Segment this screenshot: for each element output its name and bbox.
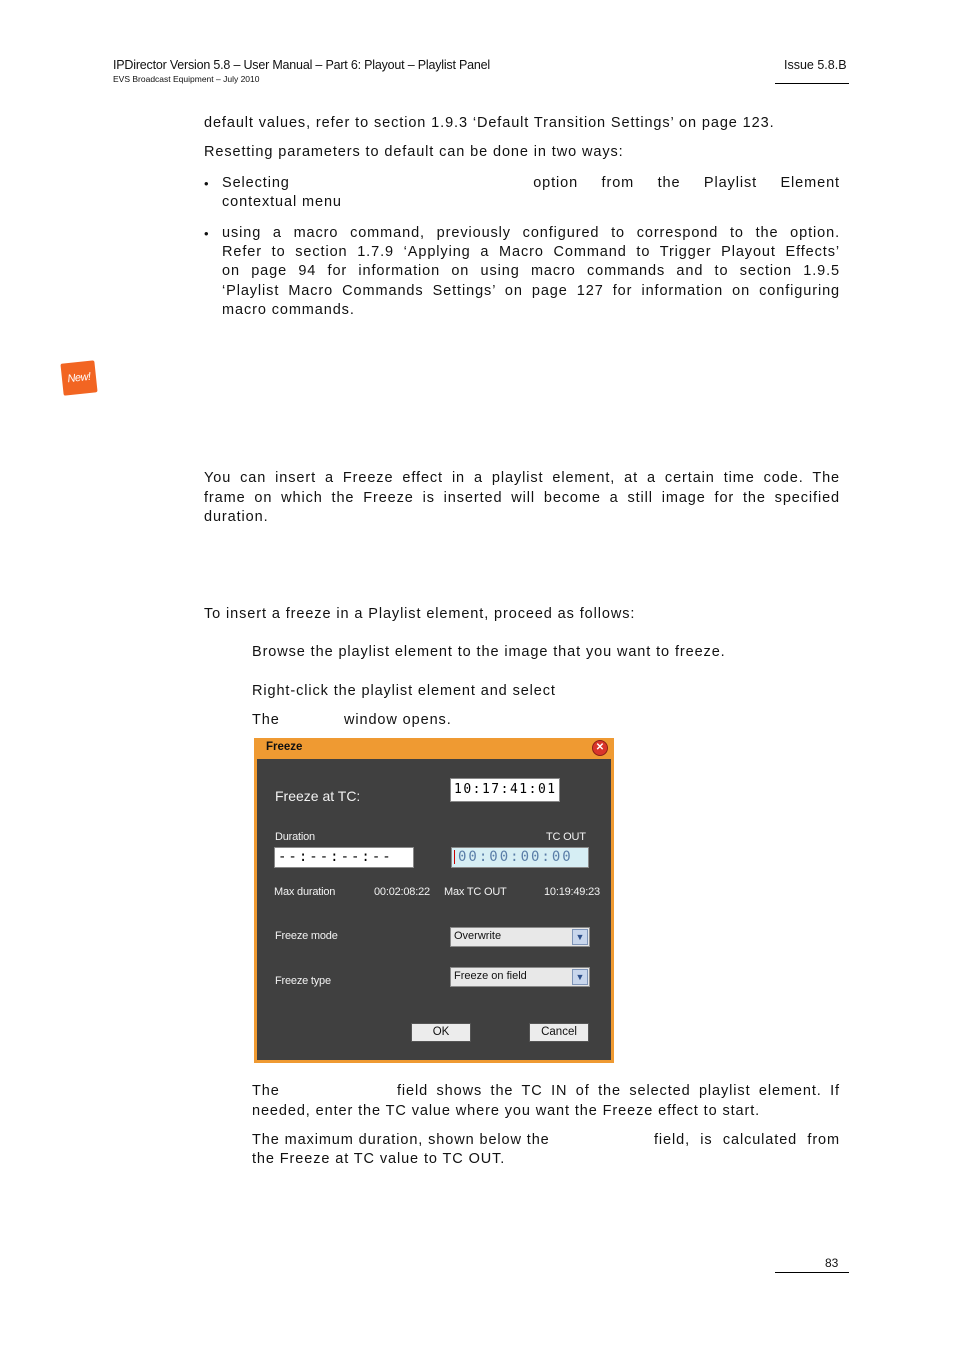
freeze-type-label: Freeze type: [275, 975, 331, 987]
chevron-down-icon[interactable]: ▼: [572, 969, 588, 985]
paragraph-tc-in-line-2: needed, enter the TC value where you want the Freeze effect to start.: [252, 1103, 761, 1119]
max-tc-out-value: 10:19:49:23: [544, 886, 600, 898]
ok-button[interactable]: OK: [411, 1023, 471, 1042]
header-subtitle: EVS Broadcast Equipment – July 2010: [113, 74, 260, 84]
freeze-at-tc-label: Freeze at TC:: [275, 788, 361, 804]
close-icon[interactable]: ✕: [592, 740, 608, 756]
freeze-type-value: Freeze on field: [454, 970, 527, 982]
paragraph-resetting: Resetting parameters to default can be done in two ways:: [204, 144, 624, 160]
max-tc-out-label: Max TC OUT: [444, 886, 507, 898]
paragraph-max-duration-b: field, is calculated from: [654, 1132, 840, 1148]
freeze-type-select[interactable]: [450, 967, 590, 987]
paragraph-freeze-line-2: frame on which the Freeze is inserted will become a still image for the specified: [204, 490, 840, 506]
cancel-button[interactable]: Cancel: [529, 1023, 589, 1042]
bullet-2: •: [204, 226, 209, 241]
freeze-dialog: [254, 738, 614, 1063]
word-option: option: [533, 175, 579, 191]
max-duration-value: 00:02:08:22: [374, 886, 430, 898]
bullet-2-line-4: ‘Playlist Macro Commands Settings’ on page 127 for information on configuring: [222, 283, 840, 299]
word-the: the: [657, 175, 681, 191]
step-2-result-b: window opens.: [344, 712, 452, 728]
tc-out-field[interactable]: [451, 847, 589, 868]
bullet-2-line-2: Refer to section 1.7.9 ‘Applying a Macro Command to Trigger Playout Effects’: [222, 244, 840, 260]
new-badge-icon: New!: [60, 360, 97, 395]
word-element: Element: [780, 175, 840, 191]
paragraph-max-duration-line-2: the Freeze at TC value to TC OUT.: [252, 1151, 506, 1167]
bullet-2-line-3: on page 94 for information on using macro commands and to section 1.9.5: [222, 263, 840, 279]
tc-out-label: TC OUT: [546, 831, 586, 843]
paragraph-freeze-line-3: duration.: [204, 509, 269, 525]
dialog-body: [257, 759, 611, 1060]
text-caret: [454, 850, 455, 864]
freeze-mode-label: Freeze mode: [275, 930, 338, 942]
bullet-1-line-2: contextual menu: [222, 194, 342, 210]
bullet-2-line-1: using a macro command, previously configured to correspond to the option.: [222, 225, 840, 241]
tc-out-value: 00:00:00:00: [458, 849, 573, 865]
page-number: 83: [825, 1256, 839, 1270]
bullet-1-line-1: [222, 174, 840, 194]
header-rule: [775, 83, 849, 84]
chevron-down-icon[interactable]: ▼: [572, 929, 588, 945]
dialog-titlebar: [254, 738, 614, 758]
word-from: from: [601, 175, 635, 191]
bullet-1: •: [204, 176, 209, 191]
duration-label: Duration: [275, 831, 315, 843]
paragraph-procedure: To insert a freeze in a Playlist element, proceed as follows:: [204, 606, 636, 622]
freeze-at-tc-field[interactable]: 10:17:41:01: [450, 778, 560, 802]
paragraph-freeze-line-1: You can insert a Freeze effect in a playlist element, at a certain time code. The: [204, 470, 840, 486]
word-selecting: Selecting: [222, 175, 290, 191]
max-duration-label: Max duration: [274, 886, 336, 898]
footer-rule: [775, 1272, 849, 1273]
paragraph-default-values: default values, refer to section 1.9.3 ‘Default Transition Settings’ on page 123.: [204, 115, 775, 131]
header-title: IPDirector Version 5.8 – User Manual – Part 6: Playout – Playlist Panel: [113, 58, 490, 72]
duration-field[interactable]: --:--:--:--: [274, 847, 414, 868]
header-issue: Issue 5.8.B: [784, 58, 847, 72]
freeze-mode-select[interactable]: [450, 927, 590, 947]
paragraph-tc-in-b: field shows the TC IN of the selected playlist element. If: [397, 1083, 840, 1099]
word-playlist: Playlist: [703, 175, 758, 191]
freeze-mode-value: Overwrite: [454, 930, 502, 942]
step-2: Right-click the playlist element and select: [252, 683, 556, 699]
dialog-title: Freeze: [266, 741, 303, 753]
paragraph-max-duration-a: The maximum duration, shown below the: [252, 1132, 550, 1148]
paragraph-tc-in-a: The: [252, 1083, 280, 1099]
bullet-2-line-5: macro commands.: [222, 302, 355, 318]
step-1: Browse the playlist element to the image that you want to freeze.: [252, 644, 726, 660]
step-2-result-a: The: [252, 712, 280, 728]
